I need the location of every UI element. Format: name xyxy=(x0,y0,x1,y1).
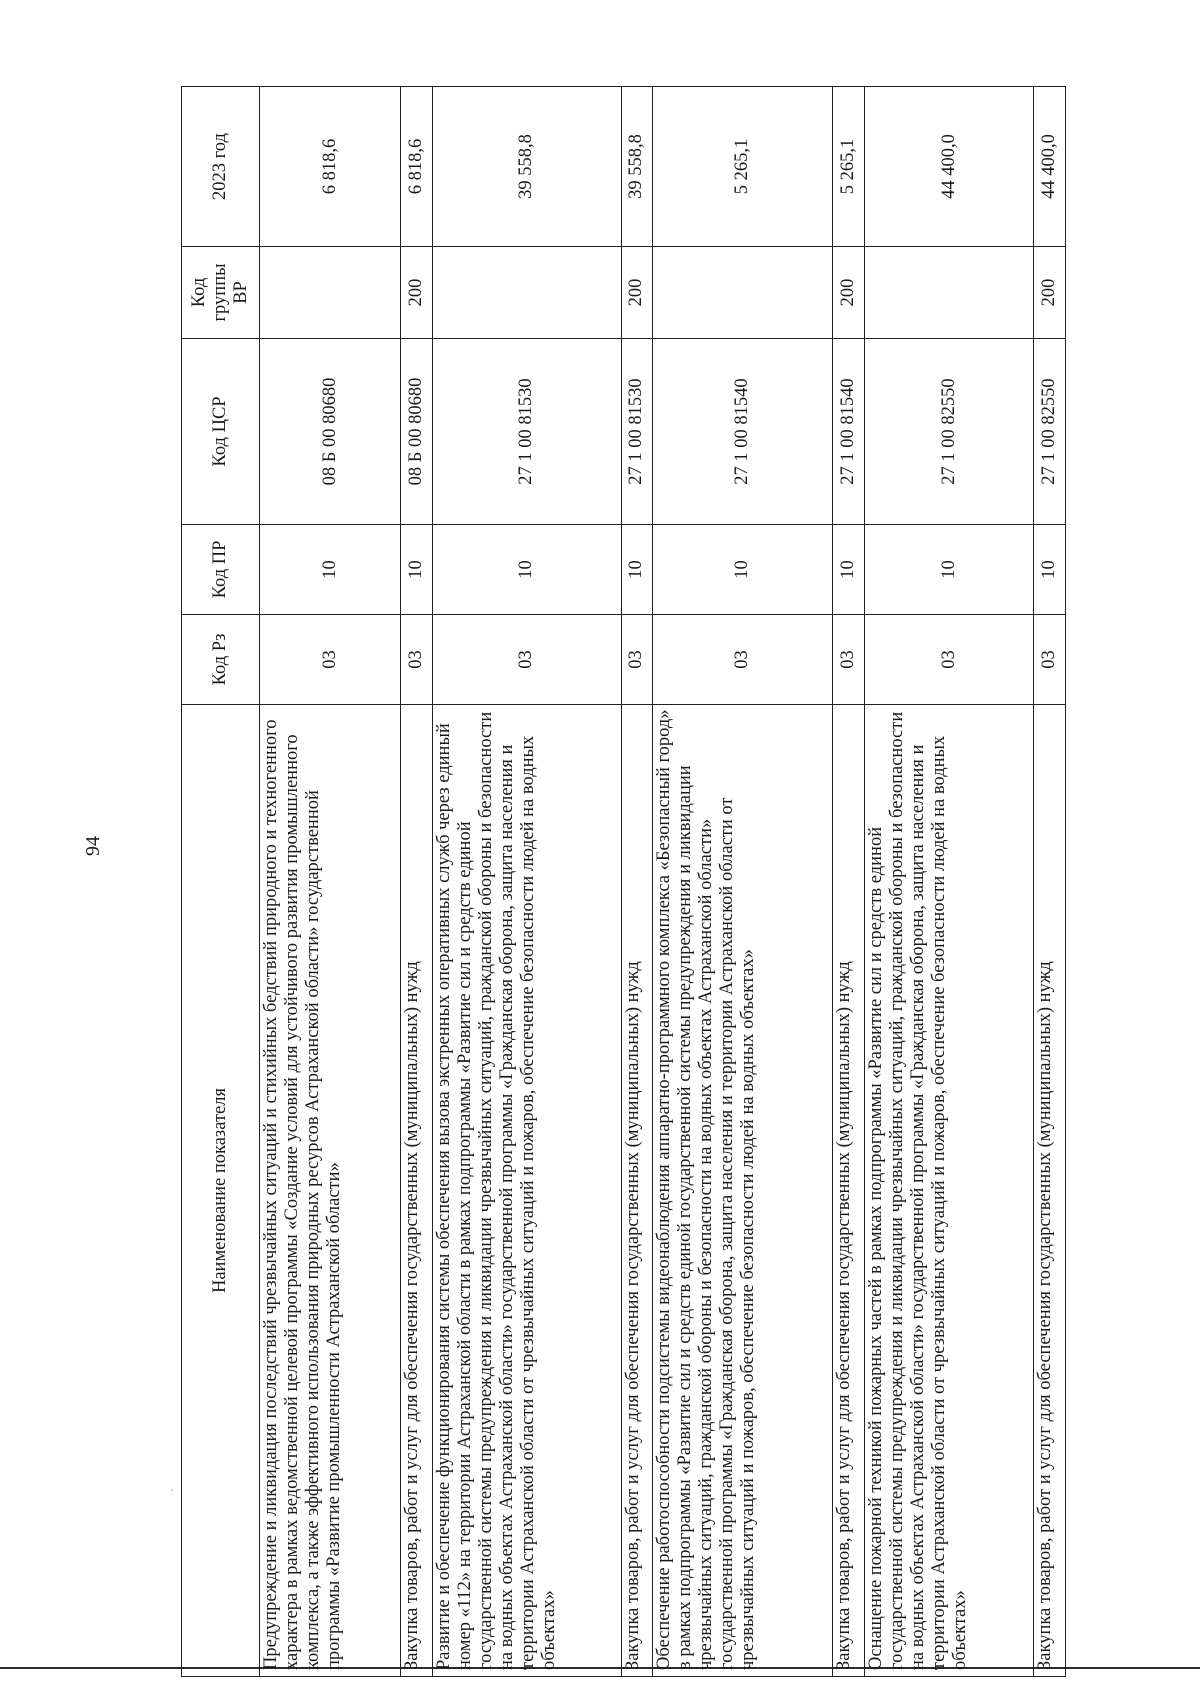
table-row xyxy=(260,87,401,1677)
header-vr: Код группы ВР xyxy=(182,247,260,339)
header-row xyxy=(182,87,260,1677)
table-row xyxy=(1034,87,1066,1677)
row-year: 44 400,0 xyxy=(1034,87,1066,247)
row-year: 39 558,8 xyxy=(621,87,653,247)
row-vr xyxy=(260,247,401,339)
row-rz: 03 xyxy=(621,615,653,705)
header-csr: Код ЦСР xyxy=(182,339,260,525)
row-vr: 200 xyxy=(401,247,433,339)
row-csr: 27 1 00 81530 xyxy=(433,339,621,525)
header-name: Наименование показателя xyxy=(182,705,260,1677)
table-row xyxy=(833,87,865,1677)
row-vr: 200 xyxy=(1034,247,1066,339)
row-pr: 10 xyxy=(1034,525,1066,615)
table-row xyxy=(401,87,433,1677)
row-vr: 200 xyxy=(621,247,653,339)
stray-mark: · xyxy=(170,1484,175,1499)
row-csr: 27 1 00 82550 xyxy=(865,339,1034,525)
row-csr: 27 1 00 82550 xyxy=(1034,339,1066,525)
row-name: Закупка товаров, работ и услуг для обеспечения государственных (муниципальных) нужд xyxy=(1034,705,1066,1677)
row-csr: 27 1 00 81540 xyxy=(653,339,833,525)
header-pr: Код ПР xyxy=(182,525,260,615)
row-pr: 10 xyxy=(621,525,653,615)
budget-table xyxy=(181,86,1066,1677)
row-year: 44 400,0 xyxy=(865,87,1034,247)
row-rz: 03 xyxy=(833,615,865,705)
rotated-table-area xyxy=(181,87,1066,1677)
row-rz: 03 xyxy=(260,615,401,705)
row-year: 5 265,1 xyxy=(833,87,865,247)
table-row xyxy=(621,87,653,1677)
row-name: Закупка товаров, работ и услуг для обеспечения государственных (муниципальных) нужд xyxy=(833,705,865,1677)
row-name: Обеспечение работоспособности подсистемы видеонаблюдения аппаратно-программного комплекса «Безопасный город» в рамках подпрограммы «Развитие сил и средств единой государственной системы предупреждения и ликвидации чрезвычайных ситуаций, гражданской обороны и безопасности на водных объектах Астраханской области» государственной программы «Гражданская оборона, защита населения и территории Астраханской области от чрезвычайных ситуаций и пожаров, обеспечение безопасности людей на водных объектах» xyxy=(653,705,833,1677)
row-name: Предупреждение и ликвидация последствий чрезвычайных ситуаций и стихийных бедствий природного и техногенного характера в рамках ведомственной целевой программы «Создание условий для устойчивого развития промышленного комплекса, а также эффективного использования природных ресурсов Астраханской области» государственной программы «Развитие промышленности Астраханской области» xyxy=(260,705,401,1677)
row-csr: 27 1 00 81530 xyxy=(621,339,653,525)
table-row xyxy=(865,87,1034,1677)
row-vr xyxy=(433,247,621,339)
row-csr: 27 1 00 81540 xyxy=(833,339,865,525)
header-rz: Код Рз xyxy=(182,615,260,705)
row-pr: 10 xyxy=(833,525,865,615)
row-rz: 03 xyxy=(1034,615,1066,705)
row-pr: 10 xyxy=(653,525,833,615)
table-row xyxy=(653,87,833,1677)
row-name: Закупка товаров, работ и услуг для обеспечения государственных (муниципальных) нужд xyxy=(401,705,433,1677)
row-vr: 200 xyxy=(833,247,865,339)
row-year: 5 265,1 xyxy=(653,87,833,247)
row-pr: 10 xyxy=(865,525,1034,615)
row-csr: 08 Б 00 80680 xyxy=(260,339,401,525)
row-rz: 03 xyxy=(865,615,1034,705)
row-year: 6 818,6 xyxy=(401,87,433,247)
table-wrapper xyxy=(181,87,1066,1677)
row-rz: 03 xyxy=(433,615,621,705)
row-name: Оснащение пожарной техникой пожарных частей в рамках подпрограммы «Развитие сил и средств единой государственной системы предупреждения и ликвидации чрезвычайных ситуаций, гражданской обороны и безопасности на водных объектах Астраханской области» государственной программы «Гражданская оборона, защита населения и территории Астраханской области от чрезвычайных ситуаций и пожаров, обеспечение безопасности людей на водных объектах» xyxy=(865,705,1034,1677)
row-pr: 10 xyxy=(433,525,621,615)
row-name: Развитие и обеспечение функционирования системы обеспечения вызова экстренных оперативных служб через единый номер «112» на территории Астраханской области в рамках подпрограммы «Развитие сил и средств единой государственной системы предупреждения и ликвидации чрезвычайных ситуаций, гражданской обороны и безопасности на водных объектах Астраханской области» государственной программы «Гражданская оборона, защита населения и территории Астраханской области от чрезвычайных ситуаций и пожаров, обеспечение безопасности людей на водных объектах» xyxy=(433,705,621,1677)
row-csr: 08 Б 00 80680 xyxy=(401,339,433,525)
row-rz: 03 xyxy=(653,615,833,705)
row-year: 39 558,8 xyxy=(433,87,621,247)
row-vr xyxy=(653,247,833,339)
row-pr: 10 xyxy=(401,525,433,615)
row-year: 6 818,6 xyxy=(260,87,401,247)
row-rz: 03 xyxy=(401,615,433,705)
header-year: 2023 год xyxy=(182,87,260,247)
table-row xyxy=(433,87,621,1677)
row-pr: 10 xyxy=(260,525,401,615)
row-name: Закупка товаров, работ и услуг для обеспечения государственных (муниципальных) нужд xyxy=(621,705,653,1677)
row-vr xyxy=(865,247,1034,339)
page-number: 94 xyxy=(82,836,104,856)
